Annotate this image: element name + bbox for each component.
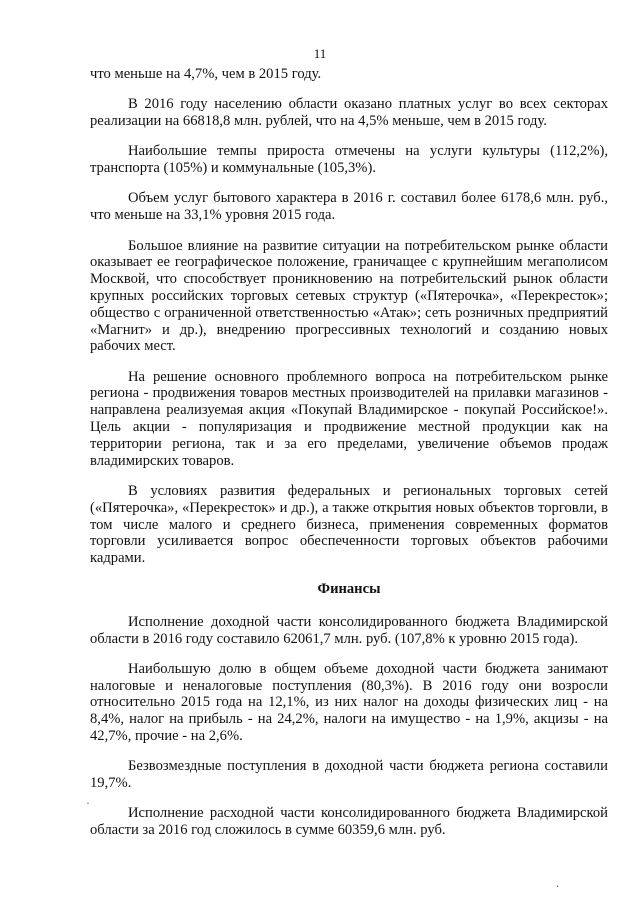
document-body — [90, 66, 608, 852]
paragraph: что меньше на 4,7%, чем в 2015 году. — [90, 66, 322, 82]
page-number: 11 — [313, 46, 327, 61]
scan-dot: . — [556, 876, 559, 890]
paragraph: Наибольшие темпы прироста отмечены на услуги культуры (112,2%), транспорта (105%) и коммунальные (105,3%). — [90, 143, 608, 177]
paragraph: В условиях развития федеральных и региональных торговых сетей («Пятерочка», «Перекресток» и др.), а также открытия новых объектов торговли, в том числе малого и среднего бизнеса, применения современных форматов торговли усиливается вопрос обеспеченности торговых объектов рабочими кадрами. — [90, 482, 608, 567]
paragraph: Большое влияние на развитие ситуации на потребительском рынке области оказывает ее географическое положение, граничащее с крупнейшим мегаполисом Москвой, что способствует проникновению на потребительский рынок области крупных российских торговых сетевых структур («Пятерочка», «Перекресток»; общество с ограниченной ответственностью «Атак»; сеть розничных предприятий «Магнит» и др.), внедрению прогрессивных технологий и созданию новых рабочих мест. — [90, 237, 608, 355]
paragraph: Наибольшую долю в общем объеме доходной части бюджета занимают налоговые и неналоговые поступления (80,3%). В 2016 году они возросли относительно 2015 года на 12,1%, из них налог на доходы физических лиц - на 8,4%, налог на прибыль - на 24,2%, налоги на имущество - на 1,9%, акцизы - на 42,7%, прочие - на 2,6%. — [90, 660, 608, 744]
paragraph: На решение основного проблемного вопроса на потребительском рынке региона - продвижения товаров местных производителей на прилавки магазинов - направлена реализуемая акция «Покупай Владимирское - покупай Российское!». Цель акции - популяризация и продвижение местной продукции как на территории региона, так и за его пределами, увеличение объемов продаж владимирских товаров. — [90, 368, 608, 469]
paragraph: Безвозмездные поступления в доходной части бюджета региона составили 19,7%. — [90, 758, 608, 792]
scan-dot: · — [86, 796, 90, 810]
paragraph: В 2016 году населению области оказано платных услуг во всех секторах реализации на 66818,8 млн. рублей, что на 4,5% меньше, чем в 2015 году. — [90, 96, 608, 130]
paragraph: Исполнение расходной части консолидированного бюджета Владимирской области за 2016 год сложилось в сумме 60359,6 млн. руб. — [90, 805, 608, 839]
paragraph: Объем услуг бытового характера в 2016 г. составил более 6178,6 млн. руб., что меньше на 33,1% уровня 2015 года. — [90, 190, 608, 224]
paragraph: Исполнение доходной части консолидированного бюджета Владимирской области в 2016 году составило 62061,7 млн. руб. (107,8% к уровню 2015 года). — [90, 613, 608, 647]
section-heading: Финансы — [317, 580, 381, 597]
